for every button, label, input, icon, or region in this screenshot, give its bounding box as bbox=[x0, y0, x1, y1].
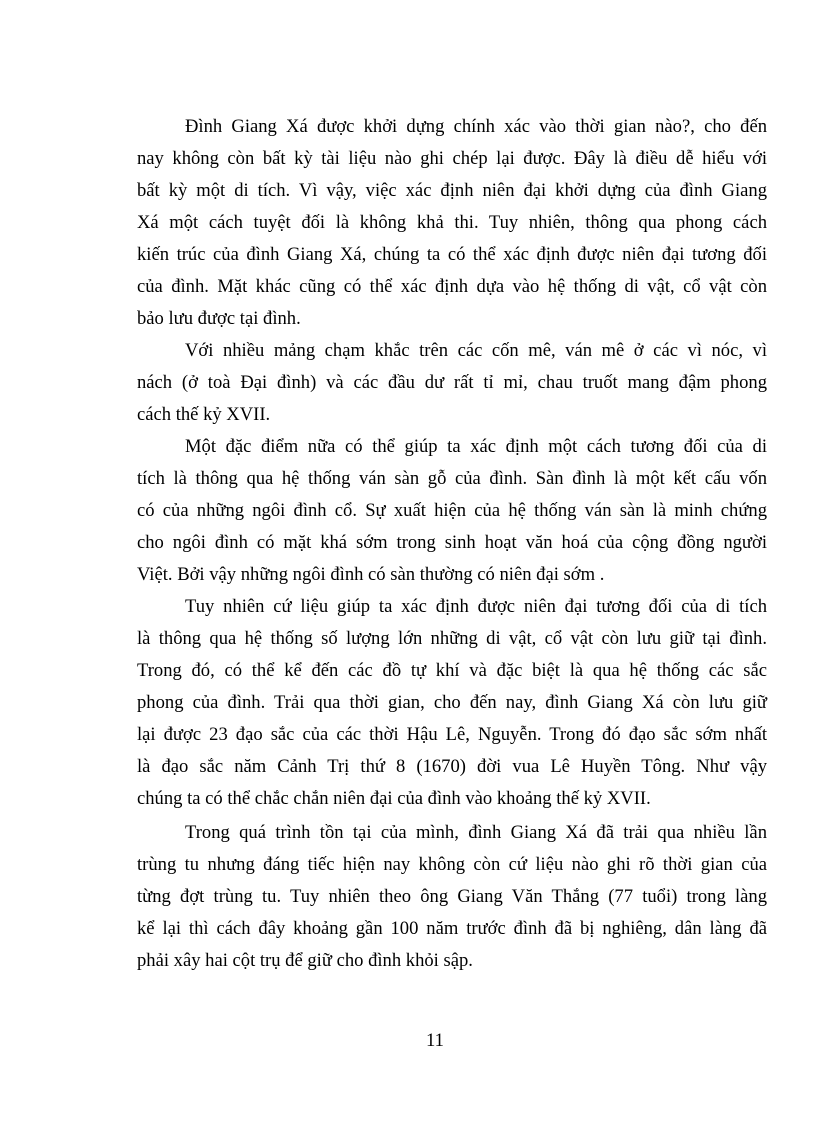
paragraph-4-line-6: là đạo sắc năm Cảnh Trị thứ 8 (1670) đời vua Lê Huyền Tông. Như vậy bbox=[137, 756, 767, 777]
paragraph-4-line-1: Tuy nhiên cứ liệu giúp ta xác định được niên đại tương đối của di tích bbox=[185, 596, 767, 617]
paragraph-3-line-1: Một đặc điểm nữa có thể giúp ta xác định một cách tương đối của di bbox=[185, 436, 767, 457]
paragraph-1-line-2: nay không còn bất kỳ tài liệu nào ghi chép lại được. Đây là điều dễ hiểu với bbox=[137, 148, 767, 169]
paragraph-4-line-7: chúng ta có thể chắc chắn niên đại của đình vào khoảng thế kỷ XVII. bbox=[137, 788, 651, 809]
paragraph-4-line-3: Trong đó, có thể kể đến các đồ tự khí và đặc biệt là qua hệ thống các sắc bbox=[137, 660, 767, 681]
paragraph-2-line-2: nách (ở toà Đại đình) và các đầu dư rất tỉ mỉ, chau truốt mang đậm phong bbox=[137, 372, 767, 393]
paragraph-3-line-5: Việt. Bởi vậy những ngôi đình có sàn thường có niên đại sớm . bbox=[137, 564, 605, 585]
paragraph-5-line-2: trùng tu nhưng đáng tiếc hiện nay không còn cứ liệu nào ghi rõ thời gian của bbox=[137, 854, 767, 875]
paragraph-5-line-3: từng đợt trùng tu. Tuy nhiên theo ông Giang Văn Thắng (77 tuổi) trong làng bbox=[137, 886, 767, 907]
paragraph-3-line-4: cho ngôi đình có mặt khá sớm trong sinh hoạt văn hoá của cộng đồng người bbox=[137, 532, 767, 553]
paragraph-1-line-4: Xá một cách tuyệt đối là không khả thi. Tuy nhiên, thông qua phong cách bbox=[137, 212, 767, 233]
paragraph-4-line-2: là thông qua hệ thống số lượng lớn những di vật, cổ vật còn lưu giữ tại đình. bbox=[137, 628, 767, 649]
paragraph-1-line-6: của đình. Mặt khác cũng có thể xác định dựa vào hệ thống di vật, cổ vật còn bbox=[137, 276, 767, 297]
paragraph-1-line-7: bảo lưu được tại đình. bbox=[137, 308, 301, 329]
paragraph-1-line-1: Đình Giang Xá được khởi dựng chính xác vào thời gian nào?, cho đến bbox=[185, 116, 767, 137]
paragraph-3-line-2: tích là thông qua hệ thống ván sàn gỗ của đình. Sàn đình là một kết cấu vốn bbox=[137, 468, 767, 489]
paragraph-2-line-3: cách thế kỷ XVII. bbox=[137, 404, 271, 425]
paragraph-3-line-3: có của những ngôi đình cổ. Sự xuất hiện của hệ thống ván sàn là minh chứng bbox=[137, 500, 767, 521]
paragraph-5-line-1: Trong quá trình tồn tại của mình, đình Giang Xá đã trải qua nhiều lần bbox=[185, 822, 767, 843]
page-number: 11 bbox=[426, 1030, 444, 1051]
paragraph-2-line-1: Với nhiều mảng chạm khắc trên các cốn mê, ván mê ở các vì nóc, vì bbox=[185, 340, 767, 361]
paragraph-5-line-4: kể lại thì cách đây khoảng gần 100 năm trước đình đã bị nghiêng, dân làng đã bbox=[137, 918, 767, 939]
paragraph-5-line-5: phải xây hai cột trụ để giữ cho đình khỏi sập. bbox=[137, 950, 473, 971]
paragraph-4-line-4: phong của đình. Trải qua thời gian, cho đến nay, đình Giang Xá còn lưu giữ bbox=[137, 692, 767, 713]
paragraph-4-line-5: lại được 23 đạo sắc của các thời Hậu Lê, Nguyễn. Trong đó đạo sắc sớm nhất bbox=[137, 724, 767, 745]
paragraph-1-line-3: bất kỳ một di tích. Vì vậy, việc xác định niên đại khởi dựng của đình Giang bbox=[137, 180, 767, 201]
paragraph-1-line-5: kiến trúc của đình Giang Xá, chúng ta có thể xác định được niên đại tương đối bbox=[137, 244, 767, 265]
